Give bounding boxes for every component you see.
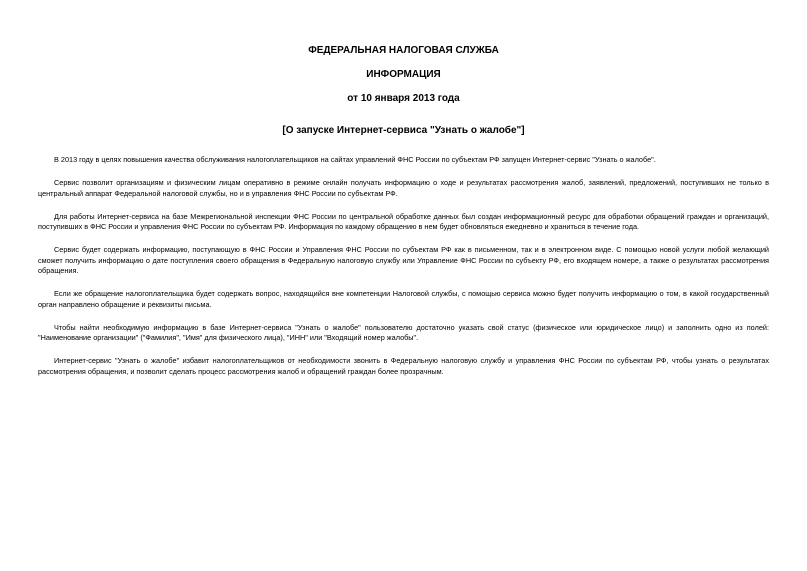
paragraph-4: Сервис будет содержать информацию, поступающую в ФНС России и Управления ФНС России по субъектам РФ как в письменном, так и в электронном виде. С помощью новой услуги любой желающий сможет получить информацию о дате поступления своего обращения в Федеральную налоговую службу или Управление ФНС России по субъекту РФ, его входящем номере, а также о результатах рассмотрения обращения. (38, 245, 769, 275)
document-date: от 10 января 2013 года (347, 93, 460, 104)
paragraph-3: Для работы Интернет-сервиса на базе Межрегиональной инспекции ФНС России по центральной обработке данных был создан информационный ресурс для обработки обращений граждан и организаций, поступивших в ФНС России и управления ФНС России по субъектам РФ. Информация по каждому обращению в нем будет обновляться ежедневно и храниться в течение года. (38, 211, 769, 231)
paragraph-7: Интернет-сервис "Узнать о жалобе" избавит налогоплательщиков от необходимости звонить в Федеральную налоговую службу и управления ФНС России по субъектам РФ, чтобы узнать о результатах рассмотрения обращения, и позволит сделать процесс рассмотрения жалоб и обращений граждан более прозрачным. (38, 356, 769, 376)
organization-heading: ФЕДЕРАЛЬНАЯ НАЛОГОВАЯ СЛУЖБА (308, 45, 499, 56)
paragraph-2: Сервис позволит организациям и физическим лицам оперативно в режиме онлайн получать информацию о ходе и результатах рассмотрения жалоб, заявлений, предложений, поступивших не только в центральный аппарат Федеральной налоговой службы, но и в управления ФНС России по субъектам РФ. (38, 178, 769, 198)
document-type-heading: ИНФОРМАЦИЯ (366, 69, 441, 80)
document-title: [О запуске Интернет-сервиса "Узнать о жалобе"] (282, 125, 525, 136)
paragraph-1: В 2013 году в целях повышения качества обслуживания налогоплательщиков на сайтах управлений ФНС России по субъектам РФ запущен Интернет-сервис "Узнать о жалобе". (54, 155, 656, 164)
document-body (38, 155, 769, 377)
paragraph-6: Чтобы найти необходимую информацию в базе Интернет-сервиса "Узнать о жалобе" пользователю достаточно указать свой статус (физическое или юридическое лицо) и заполнить одно из полей: "Наименование организации" ("Фамилия", "Имя" для физического лица), "ИНН" или "Входящий номер жалобы". (38, 322, 769, 342)
paragraph-5: Если же обращение налогоплательщика будет содержать вопрос, находящийся вне компетенции Налоговой службы, с помощью сервиса можно будет получить информацию о том, в какой государственный орган направлено обращение и реквизиты письма. (38, 289, 769, 309)
